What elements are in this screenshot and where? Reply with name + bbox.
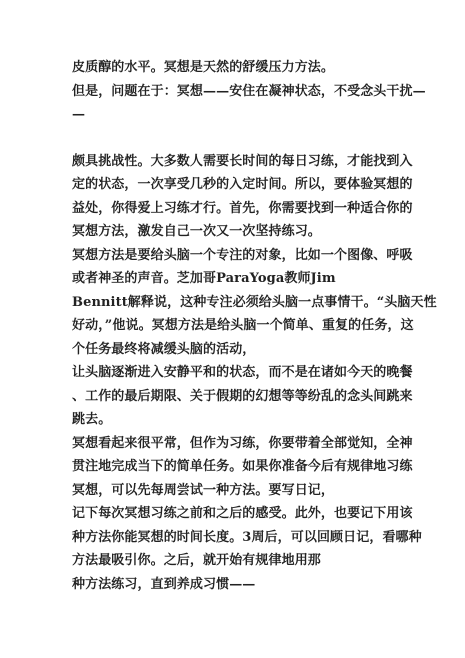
text-line: 定的状态，一次享受几秒的入定时间。所以，要体验冥想的 [72,177,413,192]
text-line: 益处，你得爱上习练才行。首先，你需要找到一种适合你的 [72,200,413,216]
text-line: 贯注地完成当下的简单任务。如果你准备今后有规律地习练 [72,459,413,474]
text-line: 好动，”他说。冥想方法是给头脑一个简单、重复的任务，这 [72,318,414,333]
text-line: 记下每次冥想习练之前和之后的感受。此外，也要记下用该 [72,506,413,521]
text-line: 种方法你能冥想的时间长度。3周后，可以回顾日记，看哪种 [72,529,422,545]
document-body [72,56,437,596]
text-line: 个任务最终将减缓头脑的活动， [72,341,256,357]
blank-line [72,127,408,150]
text-line: 但是，问题在于：冥想——安住在凝神状态，不受念头干扰— [72,83,426,99]
text-line: 种方法练习，直到养成习惯—— [72,576,256,592]
text-line: 跳去。 [72,412,112,427]
text-line: 冥想，可以先每周尝试一种方法。要写日记， [72,482,335,498]
text-line: 皮质醇的水平。冥想是天然的舒缓压力方法。 [72,60,335,75]
text-line: 方法最吸引你。之后，就开始有规律地用那 [72,553,321,568]
text-line: 让头脑逐渐进入安静平和的状态，而不是在诸如今天的晚餐 [72,365,413,380]
text-line: 冥想方法是要给头脑一个专注的对象，比如一个图像、呼吸 [72,247,413,263]
text-line: 冥想方法，激发自己一次又一次坚持练习。 [72,224,321,239]
text-line: 或者神圣的声音。芝加哥ParaYoga教师Jim [72,271,336,286]
text-line: 、工作的最后期限、关于假期的幻想等等纷乱的念头间跳来 [72,388,413,404]
text-line: 冥想看起来很平常，但作为习练，你要带着全部觉知，全神 [72,435,413,451]
text-line: — [72,107,86,122]
text-line: Bennitt解释说，这种专注必须给头脑一点事情干。“头脑天性 [72,294,437,310]
text-line: 颇具挑战性。大多数人需要长时间的每日习练，才能找到入 [72,153,413,169]
